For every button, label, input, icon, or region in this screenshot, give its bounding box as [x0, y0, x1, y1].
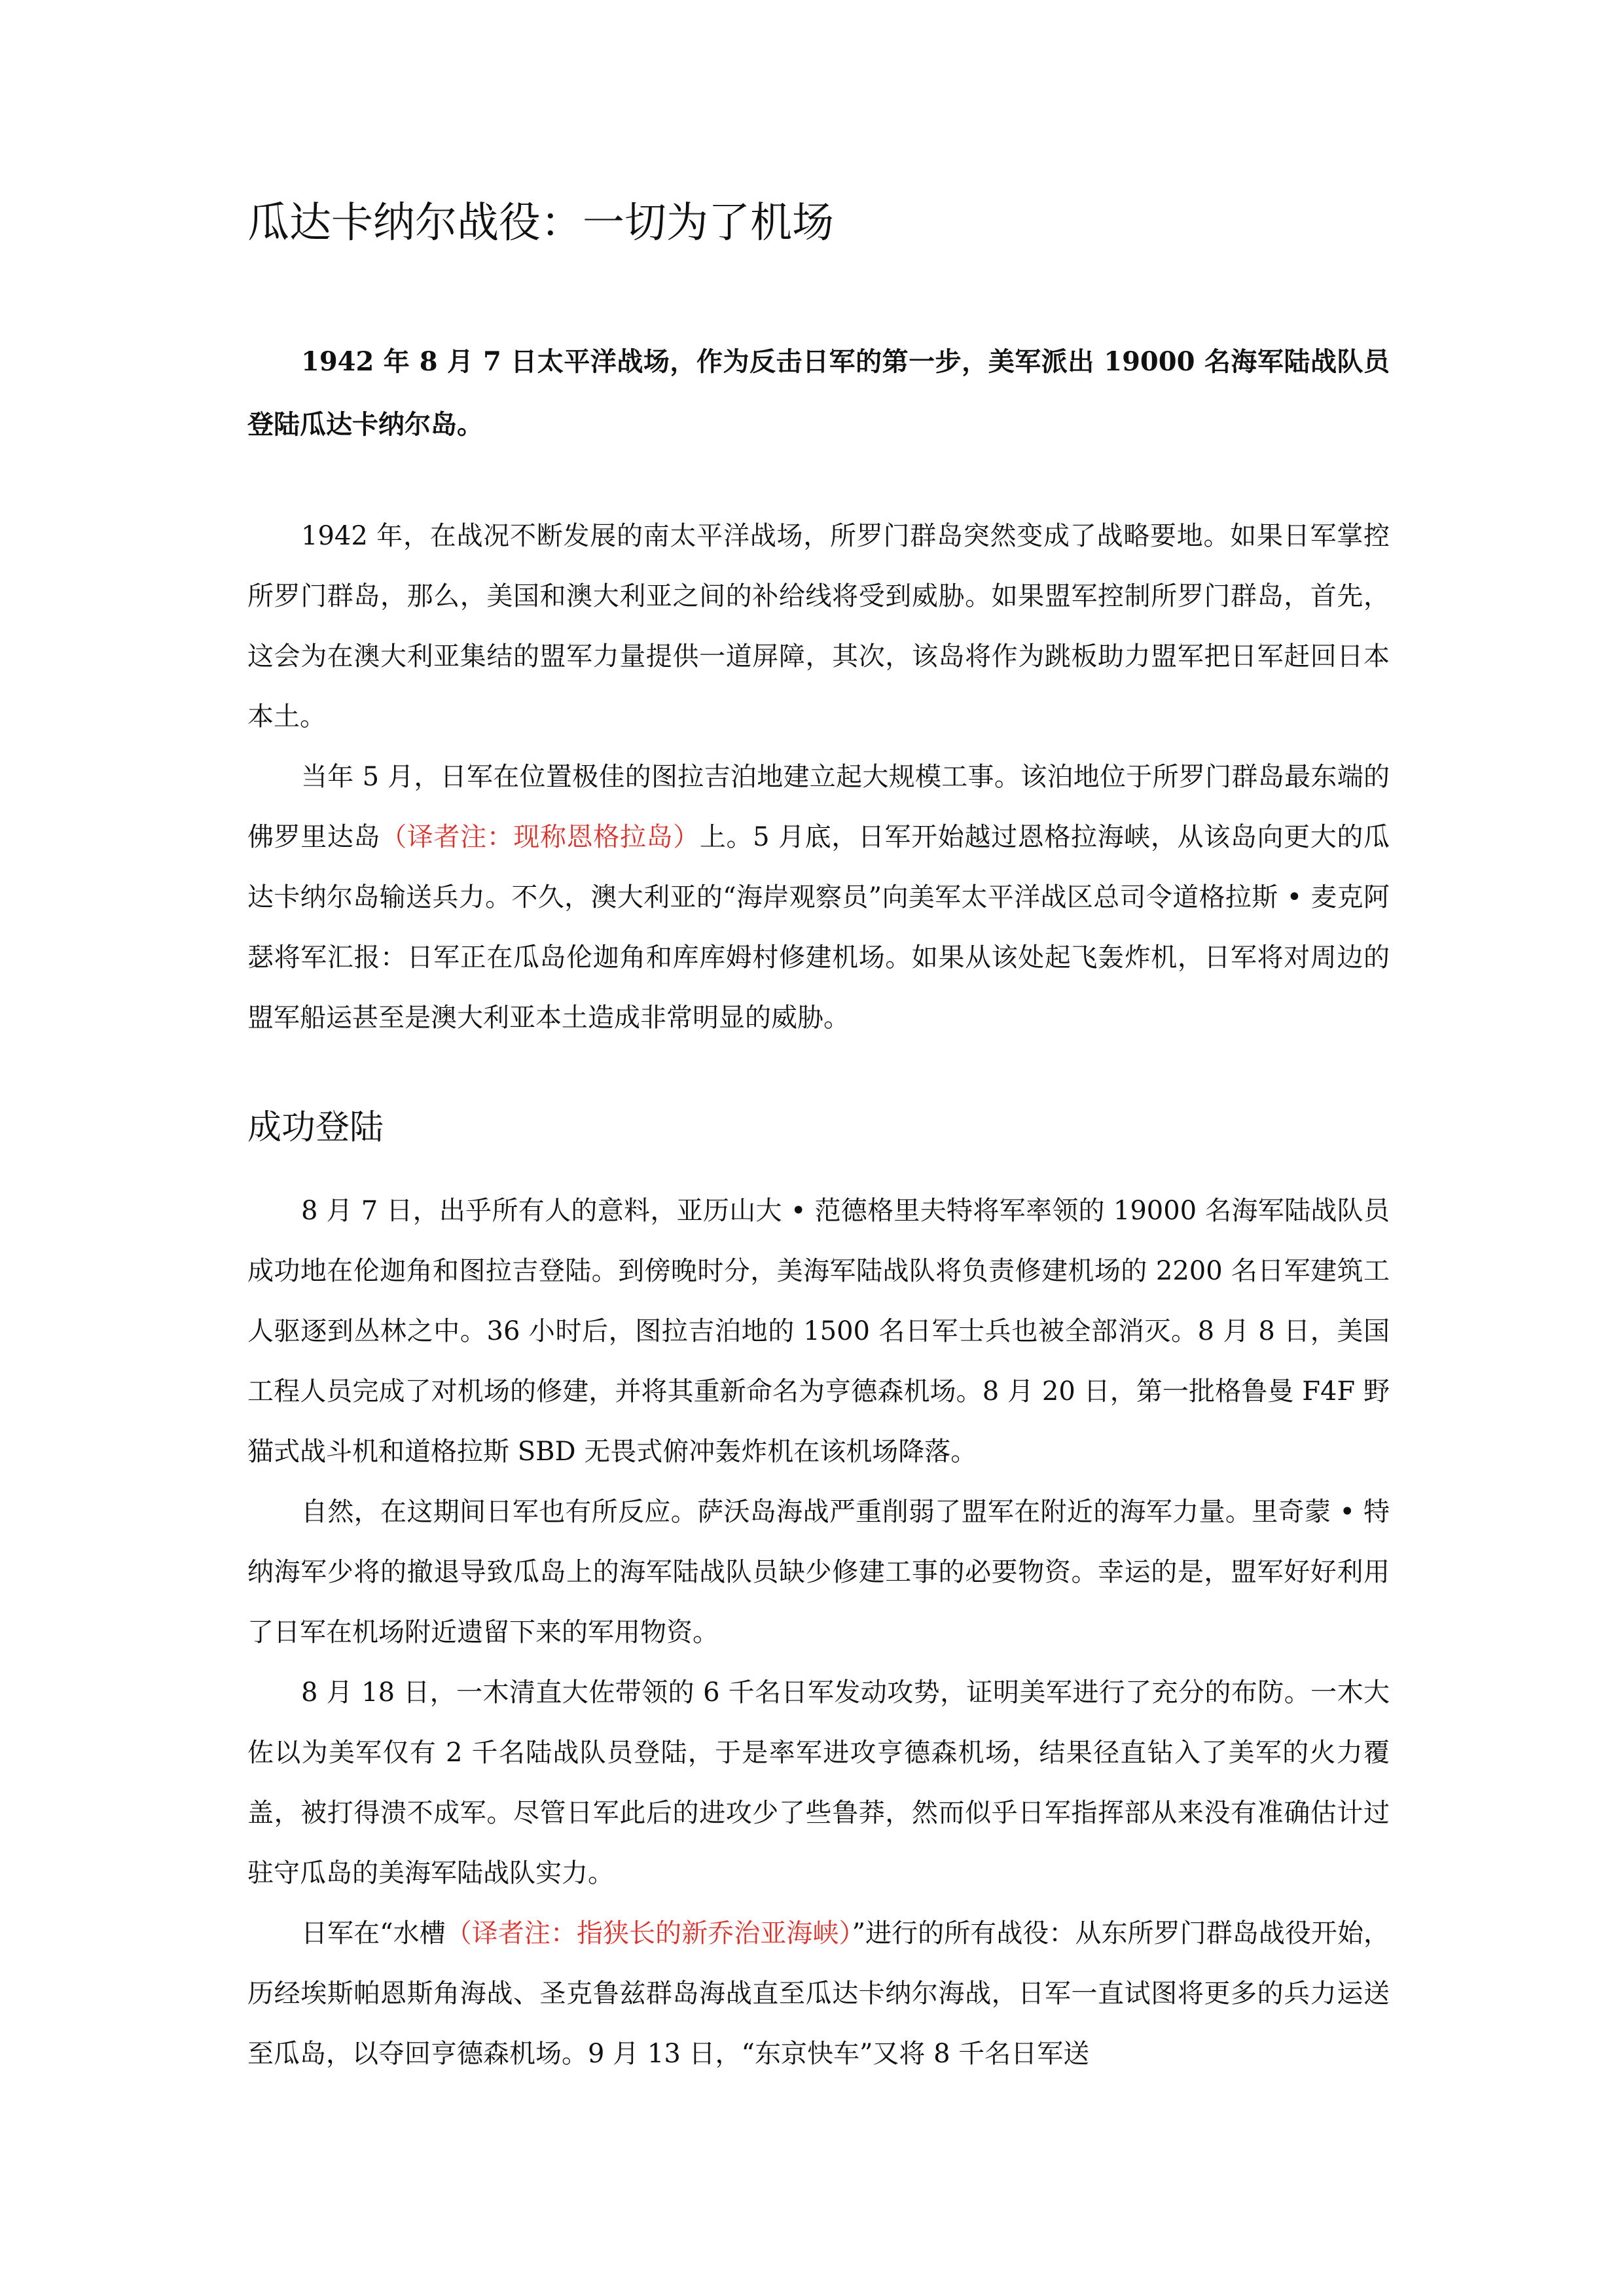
landing-paragraph-3: 8 月 18 日，一木清直大佐带领的 6 千名日军发动攻势，证明美军进行了充分的布防。一木大佐以为美军仅有 2 千名陆战队员登陆，于是率军进攻亨德森机场，结果径直钻入了美军的火力覆盖，被打得溃不成军。尽管日军此后的进攻少了些鲁莽，然而似乎日军指挥部从来没有准确估计过驻守瓜岛的美海军陆战队实力。 — [247, 1677, 1390, 1888]
section-title-landing: 成功登陆 — [247, 1108, 384, 1147]
landing-paragraph-2: 自然，在这期间日军也有所反应。萨沃岛海战严重削弱了盟军在附近的海军力量。里奇蒙 • 特纳海军少将的撤退导致瓜岛上的海军陆战队员缺少修建工事的必要物资。幸运的是，盟军好好利用了日军在机场附近遗留下来的军用物资。 — [247, 1497, 1390, 1647]
intro-paragraph-2-text-b: 上。5 月底，日军开始越过恩格拉海峡，从该岛向更大的瓜达卡纳尔岛输送兵力。不久，澳大利亚的“海岸观察员”向美军太平洋战区总司令道格拉斯 • 麦克阿瑟将军汇报：日军正在瓜岛伦迦角和库库姆村修建机场。如果从该处起飞轰炸机，日军将对周边的盟军船运甚至是澳大利亚本土造成非常明显的威胁。 — [247, 822, 1390, 1033]
article-title: 瓜达卡纳尔战役：一切为了机场 — [247, 199, 834, 247]
landing-paragraph-4-text-a: 日军在“水槽 — [301, 1918, 446, 1948]
intro-paragraph-2-text-a: 当年 5 月，日军在位置极佳的图拉吉泊地建立起大规模工事。该泊地位于所罗门群岛最东端的佛罗里达岛 — [247, 762, 1390, 852]
landing-paragraph-4-text-b: ”进行的所有战役：从东所罗门群岛战役开始，历经埃斯帕恩斯角海战、圣克鲁兹群岛海战直至瓜达卡纳尔海战，日军一直试图将更多的兵力运送至瓜岛，以夺回亨德森机场。9 月 13 日，“东京快车”又将 8 千名日军送 — [247, 1918, 1390, 2069]
intro-section — [247, 506, 1390, 1048]
lead-paragraph: 1942 年 8 月 7 日太平洋战场，作为反击日军的第一步，美军派出 19000 名海军陆战队员登陆瓜达卡纳尔岛。 — [247, 346, 1390, 440]
intro-paragraph-1: 1942 年，在战况不断发展的南太平洋战场，所罗门群岛突然变成了战略要地。如果日军掌控所罗门群岛，那么，美国和澳大利亚之间的补给线将受到威胁。如果盟军控制所罗门群岛，首先，这会为在澳大利亚集结的盟军力量提供一道屏障，其次，该岛将作为跳板助力盟军把日军赶回日本本土。 — [247, 521, 1390, 732]
translator-note-florida-island: （译者注：现称恩格拉岛） — [380, 822, 700, 852]
translator-note-the-slot: （译者注：指狭长的新乔治亚海峡） — [445, 1918, 852, 1948]
landing-paragraph-1: 8 月 7 日，出乎所有人的意料，亚历山大 • 范德格里夫特将军率领的 19000 名海军陆战队员成功地在伦迦角和图拉吉登陆。到傍晚时分，美海军陆战队将负责修建机场的 2200 名日军建筑工人驱逐到丛林之中。36 小时后，图拉吉泊地的 1500 名日军士兵也被全部消灭。8 月 8 日，美国工程人员完成了对机场的修建，并将其重新命名为亨德森机场。8 月 20 日，第一批格鲁曼 F4F 野猫式战斗机和道格拉斯 SBD 无畏式俯冲轰炸机在该机场降落。 — [247, 1196, 1390, 1467]
intro-paragraph-2 — [247, 747, 1390, 1048]
landing-section — [247, 1181, 1390, 2084]
landing-paragraph-4 — [247, 1903, 1390, 2084]
